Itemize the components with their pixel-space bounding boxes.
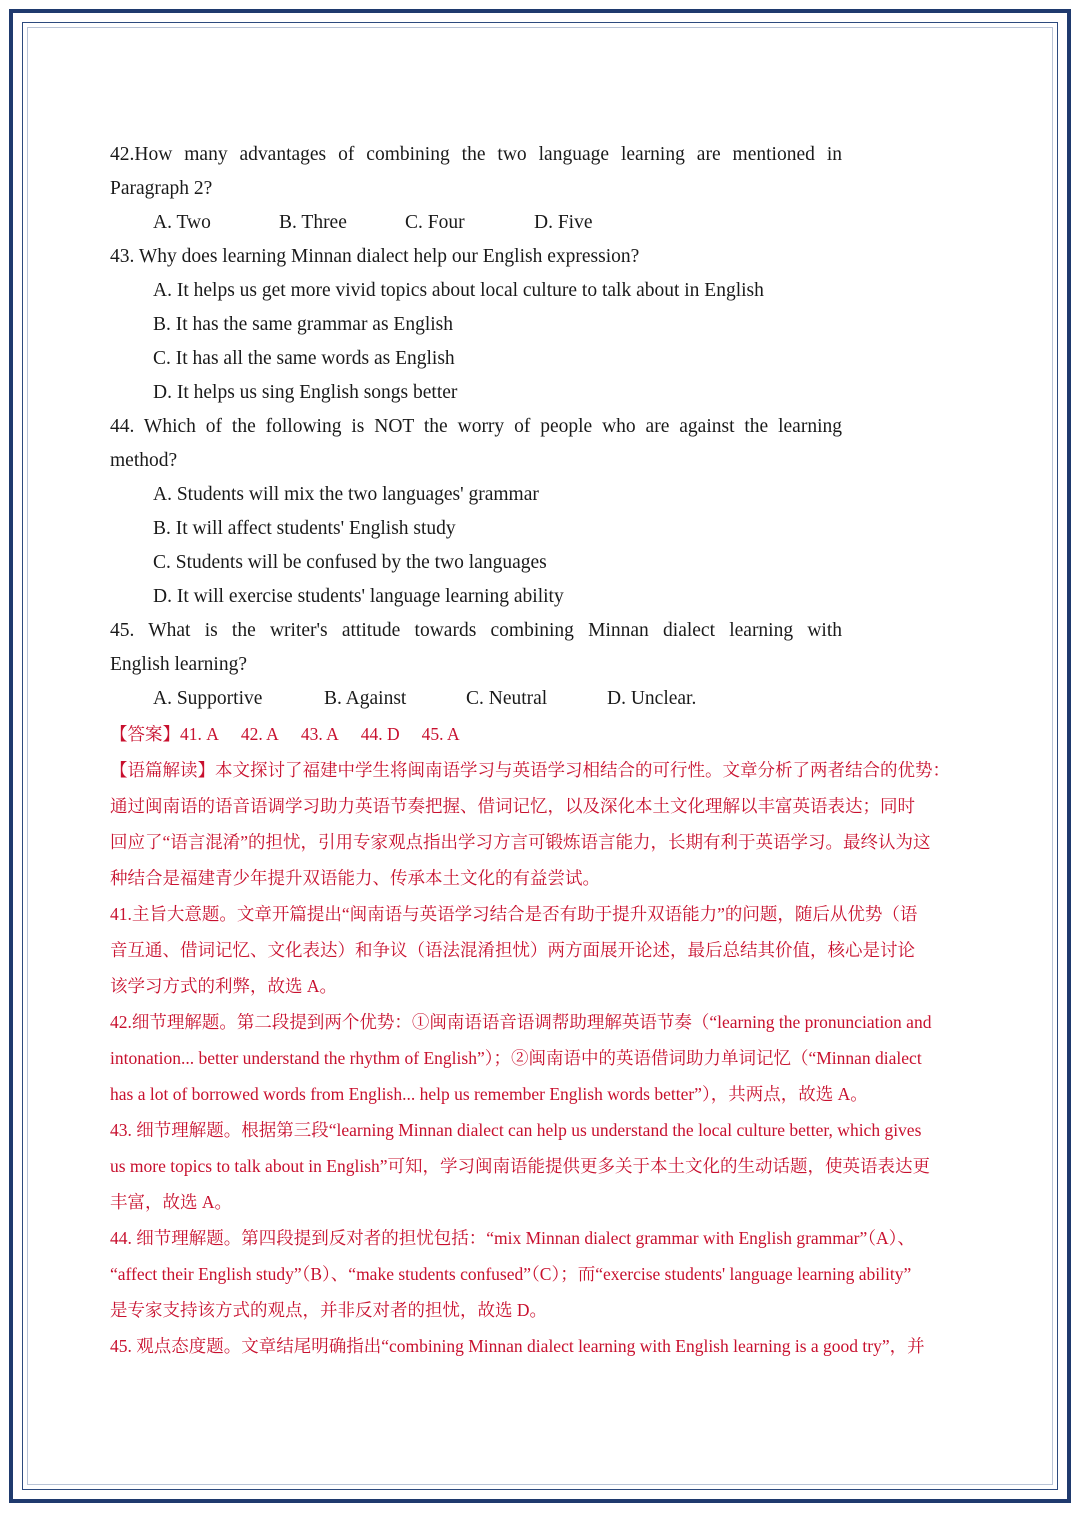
explanation-line: 42.细节理解题。第二段提到两个优势：①闽南语语音语调帮助理解英语节奏（“learning the pronunciation and	[110, 1012, 932, 1032]
explanation-line: 41.主旨大意题。文章开篇提出“闽南语与英语学习结合是否有助于提升双语能力”的问题，随后从优势（语	[110, 904, 918, 924]
explanation-line: 音互通、借词记忆、文化表达）和争议（语法混淆担忧）两方面展开论述，最后总结其价值，核心是讨论	[110, 940, 915, 960]
option-d: D. It will exercise students' language learning ability	[153, 586, 564, 607]
option-c: C. Four	[405, 212, 465, 233]
answer-item: 43. A	[300, 724, 339, 744]
option-d: D. It helps us sing English songs better	[153, 382, 458, 403]
option-c: C. It has all the same words as English	[153, 348, 455, 369]
question-stem-cont: Paragraph 2?	[110, 178, 213, 199]
options-row-42	[110, 206, 972, 240]
answer-key	[110, 716, 972, 752]
explanation-line: 【语篇解读】本文探讨了福建中学生将闽南语学习与英语学习相结合的可行性。文章分析了两者结合的优势：	[110, 760, 950, 780]
answer-item: 42. A	[240, 724, 279, 744]
question-stem: 43. Why does learning Minnan dialect help our English expression?	[110, 246, 640, 267]
option-c: C. Neutral	[466, 688, 548, 709]
question-42	[110, 138, 842, 206]
question-stem: 44. Which of the following is NOT the worry of people who are against the learning	[110, 416, 842, 437]
explanation-45	[110, 1328, 972, 1364]
explanation-line: 45. 观点态度题。文章结尾明确指出“combining Minnan dialect learning with English learning is a good try”，并	[110, 1336, 925, 1356]
option-b: B. Against	[324, 688, 407, 709]
option-a: A. Supportive	[153, 688, 263, 709]
explanation-line: 该学习方式的利弊，故选 A。	[110, 976, 338, 996]
explanation-line: 是专家支持该方式的观点，并非反对者的担忧，故选 D。	[110, 1300, 548, 1320]
explanation-44	[110, 1220, 972, 1328]
explanation-line: 43. 细节理解题。根据第三段“learning Minnan dialect can help us understand the local culture better, which gives	[110, 1120, 922, 1140]
explanation-43	[110, 1112, 972, 1220]
explanation-line: 丰富，故选 A。	[110, 1192, 233, 1212]
explanation-line: intonation... better understand the rhythm of English”）；②闽南语中的英语借词助力单词记忆（“Minnan dialect	[110, 1048, 922, 1068]
option-c: C. Students will be confused by the two languages	[153, 552, 547, 573]
question-stem: 42.How many advantages of combining the two language learning are mentioned in	[110, 144, 842, 165]
question-45	[110, 614, 842, 682]
answer-item: 45. A	[421, 724, 460, 744]
options-row-45	[110, 682, 972, 716]
option-b: B. It has the same grammar as English	[153, 314, 454, 335]
option-b: B. Three	[279, 212, 347, 233]
question-43	[110, 240, 842, 274]
explanation-line: 种结合是福建青少年提升双语能力、传承本土文化的有益尝试。	[110, 868, 600, 888]
explanation-line: 通过闽南语的语音语调学习助力英语节奏把握、借词记忆，以及深化本土文化理解以丰富英语表达；同时	[110, 796, 915, 816]
option-d: D. Five	[534, 212, 593, 233]
question-44	[110, 410, 842, 478]
explanation-line: 44. 细节理解题。第四段提到反对者的担忧包括：“mix Minnan dialect grammar with English grammar”（A）、	[110, 1228, 915, 1248]
question-stem: 45. What is the writer's attitude towards combining Minnan dialect learning with	[110, 620, 842, 641]
explanation-line: us more topics to talk about in English”可知，学习闽南语能提供更多关于本土文化的生动话题，使英语表达更	[110, 1156, 931, 1176]
explanation-line: 回应了“语言混淆”的担忧，引用专家观点指出学习方言可锻炼语言能力，长期有利于英语学习。最终认为这	[110, 832, 931, 852]
option-d: D. Unclear.	[607, 688, 697, 709]
explanation-42	[110, 1004, 972, 1112]
explanation-line: “affect their English study”（B）、“make students confused”（C）；而“exercise students' language learning ability”	[110, 1264, 912, 1284]
explanation-line: has a lot of borrowed words from English... help us remember English words better”），共两点，故选 A。	[110, 1084, 868, 1104]
option-b: B. It will affect students' English study	[153, 518, 456, 539]
answer-key-label: 【答案】	[110, 724, 180, 744]
answer-item: 41. A	[180, 724, 219, 744]
option-a: A. Two	[153, 212, 211, 233]
passage-analysis	[110, 752, 972, 896]
question-stem-cont: English learning?	[110, 654, 248, 675]
question-stem-cont: method?	[110, 450, 178, 471]
option-a: A. Students will mix the two languages' grammar	[153, 484, 539, 505]
answer-item: 44. D	[360, 724, 400, 744]
explanation-41	[110, 896, 972, 1004]
document-content	[110, 138, 972, 1364]
option-a: A. It helps us get more vivid topics about local culture to talk about in English	[153, 280, 764, 301]
